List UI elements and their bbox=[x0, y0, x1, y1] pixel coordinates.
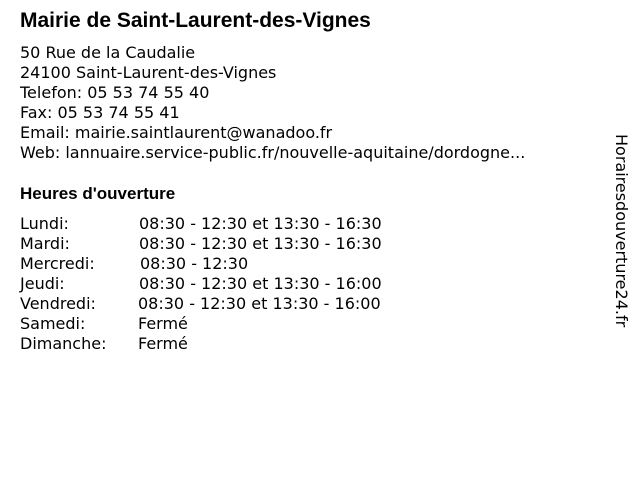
hours-row-friday bbox=[20, 294, 382, 314]
hours-row-tuesday bbox=[20, 234, 382, 254]
hours-value: 08:30 - 12:30 et 13:30 - 16:00 bbox=[139, 274, 382, 293]
page-title: Mairie de Saint-Laurent-des-Vignes bbox=[20, 9, 371, 32]
website-link: Web: lannuaire.service-public.fr/nouvelle-aquitaine/dordogne... bbox=[20, 143, 526, 162]
day-label: Samedi: bbox=[20, 314, 86, 333]
hours-row-thursday bbox=[20, 274, 382, 294]
hours-row-wednesday bbox=[20, 254, 382, 274]
phone-number: Telefon: 05 53 74 55 40 bbox=[20, 83, 210, 102]
hours-value: Fermé bbox=[138, 334, 188, 353]
fax-number: Fax: 05 53 74 55 41 bbox=[20, 103, 180, 122]
hours-value: 08:30 - 12:30 et 13:30 - 16:00 bbox=[138, 294, 381, 313]
day-label: Mercredi: bbox=[20, 254, 95, 273]
contact-info bbox=[20, 43, 525, 163]
hours-row-saturday bbox=[20, 314, 382, 334]
day-label: Dimanche: bbox=[20, 334, 107, 353]
address-street: 50 Rue de la Caudalie bbox=[20, 43, 196, 62]
opening-hours-table bbox=[20, 214, 382, 354]
email-address: Email: mairie.saintlaurent@wanadoo.fr bbox=[20, 123, 333, 142]
hours-row-sunday bbox=[20, 334, 382, 354]
day-label: Lundi: bbox=[20, 214, 69, 233]
site-watermark: Horairesdouverture24.fr bbox=[612, 134, 631, 328]
hours-value: 08:30 - 12:30 et 13:30 - 16:30 bbox=[139, 234, 382, 253]
day-label: Vendredi: bbox=[20, 294, 96, 313]
day-label: Mardi: bbox=[20, 234, 70, 253]
hours-row-monday bbox=[20, 214, 382, 234]
day-label: Jeudi: bbox=[20, 274, 65, 293]
hours-value: 08:30 - 12:30 bbox=[140, 254, 249, 273]
hours-value: Fermé bbox=[138, 314, 188, 333]
address-city: 24100 Saint-Laurent-des-Vignes bbox=[20, 63, 277, 82]
hours-value: 08:30 - 12:30 et 13:30 - 16:30 bbox=[139, 214, 382, 233]
opening-hours-heading: Heures d'ouverture bbox=[20, 184, 176, 203]
